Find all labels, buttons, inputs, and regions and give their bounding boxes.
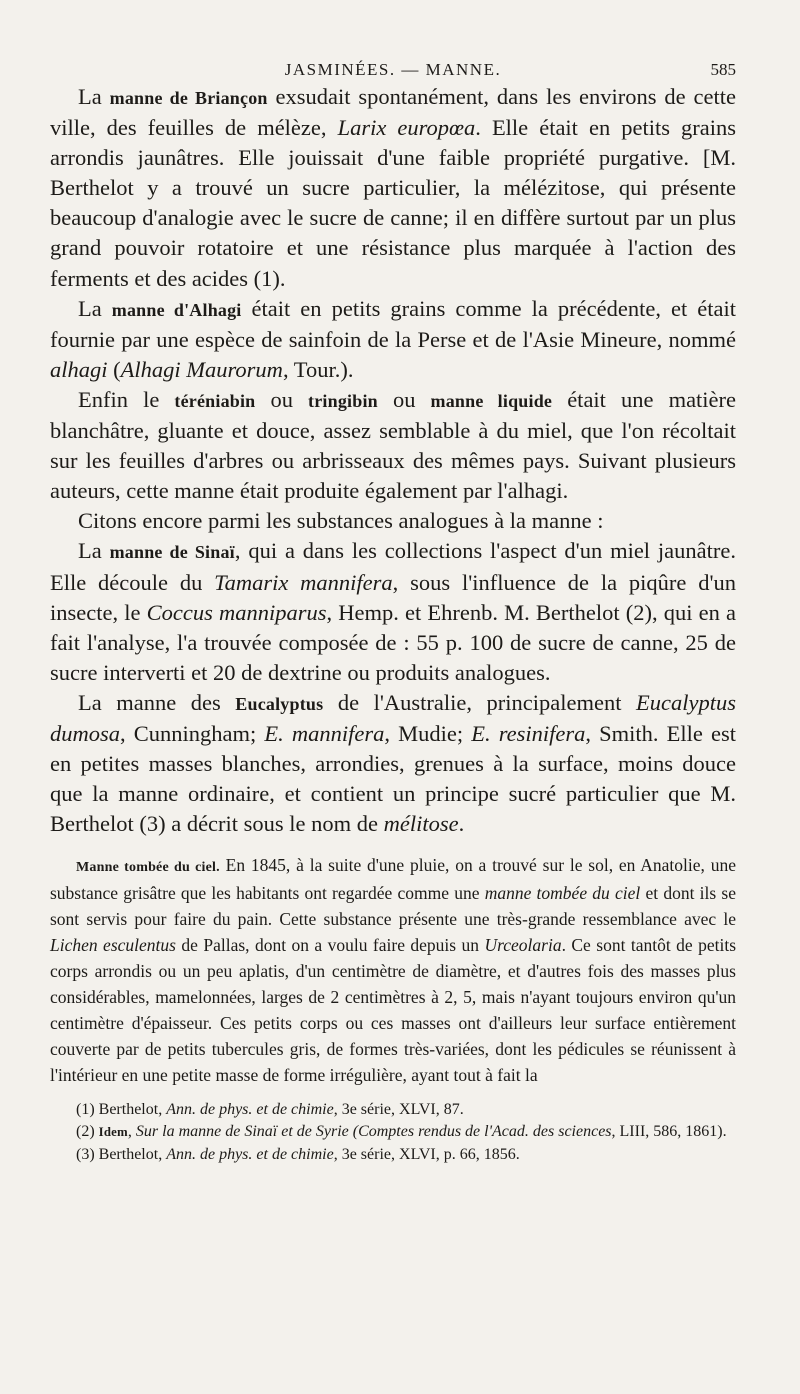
term-heading: manne de Sinaï bbox=[109, 542, 235, 563]
text-run: , 3e série, XLVI, p. 66, 1856. bbox=[333, 1145, 520, 1163]
italic-term: manne tombée du ciel bbox=[484, 883, 641, 904]
text-run: , bbox=[127, 1123, 136, 1140]
text-run: . Ce sont tantôt de petits corps arrondis ou un peu aplatis, d'un centimètre de diamètre, et d'autres fois des masses plus considérables, mamelonnées, larges de 2 centimètres à 2, 5, mais n'ayant toujours environ qu'un centimètre d'épaisseur. Ces petits corps ou ces masses ont d'ailleurs leur surface entièrement couverte par de petits tubercules gris, de formes très-variées, dont les pédicules se réunissent à l'intérieur en une petite masse de forme irrégulière, ayant tout à fait la bbox=[50, 935, 736, 1085]
text-run: En 1845, à la suite d'une pluie, on a trouvé sur le sol, en Anatolie, une substance grisâtre que les habitants ont regardée comme une bbox=[50, 855, 736, 904]
text-run: La bbox=[78, 538, 110, 564]
italic-term: Larix europœa bbox=[337, 115, 476, 141]
italic-term: Lichen esculentus bbox=[50, 935, 176, 956]
text-run: de Pallas, dont on a voulu faire depuis un bbox=[175, 935, 485, 956]
italic-term: Coccus manniparus bbox=[146, 599, 327, 625]
text-run: ou bbox=[377, 386, 431, 412]
text-run: (1) Berthelot, bbox=[76, 1100, 167, 1118]
term-heading: Eucalyptus bbox=[235, 693, 324, 714]
text-run: , sous l'influence de la piqûre d'un insecte, le bbox=[50, 569, 736, 625]
footnote-3 bbox=[50, 1144, 736, 1167]
term-heading: Manne tombée du ciel. bbox=[76, 860, 220, 876]
italic-term: E. resinifera bbox=[471, 720, 586, 746]
text-run: . bbox=[458, 811, 465, 837]
term-heading: Idem bbox=[98, 1125, 128, 1139]
text-run: de l'Australie, principalement bbox=[323, 689, 637, 715]
text-run: La manne des bbox=[78, 689, 236, 715]
main-text bbox=[50, 82, 736, 839]
text-run: , Cunningham; bbox=[120, 720, 265, 746]
page-number: 585 bbox=[710, 60, 736, 79]
running-header bbox=[50, 52, 736, 82]
footnote-2 bbox=[50, 1121, 736, 1144]
text-run: Enfin le bbox=[78, 386, 175, 412]
italic-term: mélitose bbox=[383, 811, 459, 837]
text-run: , 3e série, XLVI, 87. bbox=[333, 1100, 464, 1118]
italic-term: alhagi bbox=[50, 356, 108, 382]
paragraph-manne-liquide bbox=[50, 385, 736, 506]
text-run: La bbox=[78, 295, 112, 321]
text-run: exsudait spontanément, dans les environs de cette ville, des feuilles de mélèze, bbox=[50, 84, 736, 141]
text-run: ( bbox=[107, 356, 121, 382]
paragraph-manne-des-eucalyptus bbox=[50, 688, 736, 839]
text-run: ou bbox=[255, 386, 309, 412]
text-run: . Elle était en petits grains arrondis jaunâtres. Elle jouissait d'une faible propriété purgative. [M. Berthelot y a trouvé un sucre particulier, la mélézitose, qui présente beaucoup d'analogie avec le sucre de canne; il en diffère surtout par un plus grand pouvoir rotatoire et une résistance plus marquée à l'action des ferments et des acides (1). bbox=[50, 115, 736, 291]
text-run: , Mudie; bbox=[384, 720, 472, 746]
text-run: était une matière blanchâtre, gluante et douce, assez semblable à du miel, que l'on récoltait sur les feuilles d'arbres ou arbrisseaux des mêmes pays. Suivant plusieurs auteurs, cette manne était produite également par l'alhagi. bbox=[50, 386, 737, 504]
footnotes bbox=[50, 1099, 736, 1167]
text-run: , Smith. Elle est en petites masses blanches, arrondies, grenues à la surface, moins douce que la manne ordinaire, et contient un principe sucré particulier que M. Berthelot (3) a décrit sous le nom de bbox=[50, 720, 737, 837]
text-run: était en petits grains comme la précédente, et était fournie par une espèce de sainfoin de la Perse et de l'Asie Mineure, nommé bbox=[50, 295, 736, 352]
italic-term: Sur la manne de Sinaï et de Syrie (Comptes rendus de l'Acad. des sciences bbox=[135, 1123, 612, 1140]
italic-term: Urceolaria bbox=[484, 935, 562, 956]
italic-term: Eucalyptus dumosa bbox=[50, 689, 736, 746]
small-print-section bbox=[50, 853, 736, 1088]
text-run: La bbox=[78, 84, 110, 109]
footnote-1 bbox=[50, 1099, 736, 1122]
italic-term: Ann. de phys. et de chimie bbox=[166, 1145, 334, 1163]
italic-term: Alhagi Maurorum bbox=[120, 356, 283, 382]
paragraph-manne-de-sinai bbox=[50, 536, 736, 687]
text-run: (3) Berthelot, bbox=[76, 1145, 167, 1163]
italic-term: E. mannifera bbox=[264, 720, 385, 746]
italic-term: Tamarix mannifera bbox=[214, 569, 393, 595]
term-heading: manne d'Alhagi bbox=[111, 299, 242, 320]
italic-term: Ann. de phys. et de chimie bbox=[166, 1100, 334, 1118]
paragraph-substances-analogues bbox=[50, 506, 736, 536]
text-run: , Tour.). bbox=[282, 356, 354, 382]
term-heading: manne de Briançon bbox=[109, 88, 268, 108]
text-run: , Hemp. et Ehrenb. M. Berthelot (2), qui en a fait l'analyse, l'a trouvée composée de : 55 p. 100 de sucre de canne, 25 de sucre interverti et 20 de dextrine ou produits analogues. bbox=[50, 599, 736, 685]
text-run: et dont ils se sont servis pour faire du pain. Cette substance présente une très-grande ressemblance avec le bbox=[50, 883, 736, 930]
text-run: Citons encore parmi les substances analogues à la manne : bbox=[78, 508, 604, 534]
term-heading: tringibin bbox=[308, 390, 378, 411]
text-run: , LIII, 586, 1861). bbox=[611, 1123, 727, 1140]
paragraph-manne-d-alhagi bbox=[50, 294, 736, 385]
text-run: (2) bbox=[76, 1123, 99, 1140]
text-run: , qui a dans les collections l'aspect d'un miel jaunâtre. Elle découle du bbox=[50, 538, 736, 595]
running-title: JASMINÉES. — MANNE. bbox=[284, 60, 502, 79]
paragraph-manne-tombee-du-ciel bbox=[50, 853, 736, 1088]
paragraph-manne-de-briancon bbox=[50, 82, 736, 294]
term-heading: manne liquide bbox=[430, 390, 553, 411]
term-heading: téréniabin bbox=[174, 390, 256, 411]
